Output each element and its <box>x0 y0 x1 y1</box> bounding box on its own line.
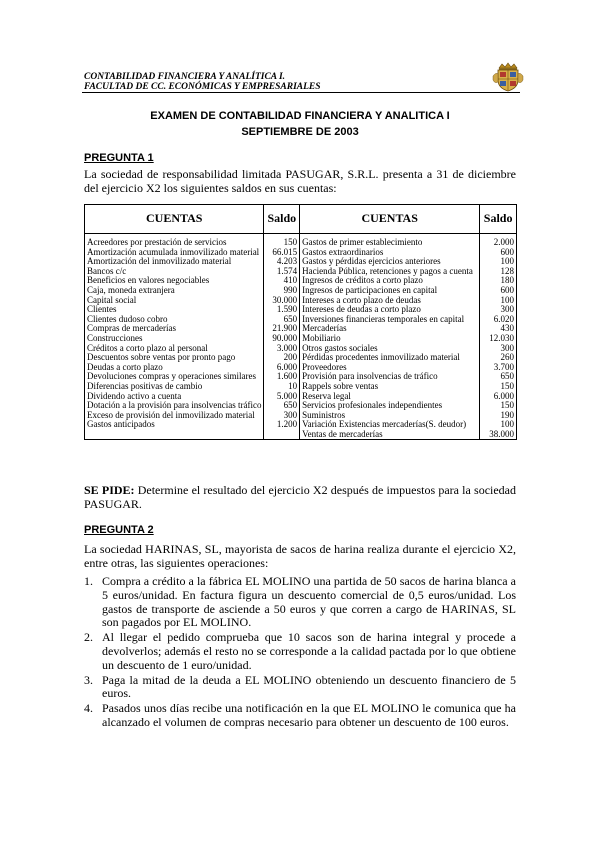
table-row <box>85 420 517 430</box>
question-1-task <box>84 483 516 511</box>
list-item-text: Paga la mitad de la deuda a EL MOLINO obteniendo un descuento financiero de 5 euros. <box>102 672 516 701</box>
account-balance: 6.020 <box>480 315 517 325</box>
account-balance: 190 <box>480 411 517 421</box>
table-row <box>85 430 517 440</box>
account-name: Proveedores <box>300 363 480 373</box>
column-header-cuentas: CUENTAS <box>85 205 264 234</box>
account-balance: 410 <box>264 276 300 286</box>
account-balance: 650 <box>264 401 300 411</box>
account-name: Rappels sobre ventas <box>300 382 480 392</box>
accounts-table-body <box>85 234 517 440</box>
account-balance: 260 <box>480 353 517 363</box>
account-name: Mobiliario <box>300 334 480 344</box>
account-name: Ingresos de créditos a corto plazo <box>300 276 480 286</box>
account-name <box>85 430 264 440</box>
question-2-intro: La sociedad HARINAS, SL, mayorista de sacos de harina realiza durante el ejercicio X2, entre otras, las siguientes operaciones: <box>84 542 516 570</box>
operations-list <box>84 575 516 731</box>
account-balance: 10 <box>264 382 300 392</box>
account-balance: 300 <box>480 344 517 354</box>
account-name: Gastos de primer establecimiento <box>300 234 480 248</box>
list-item-text: Compra a crédito a la fábrica EL MOLINO una partida de 50 sacos de harina blanca a 5 euros/unidad. En factura figura un descuento comercial de 0,5 euros/unidad. Los gastos de transporte de asciende a 50 euros y que corren a cargo de HARINAS, SL son pagados por EL MOLINO. <box>102 574 516 630</box>
account-name: Reserva legal <box>300 392 480 402</box>
accounts-table-header <box>85 205 517 234</box>
account-name: Intereses a corto plazo de deudas <box>300 296 480 306</box>
account-balance: 4.203 <box>264 257 300 267</box>
account-balance: 150 <box>480 401 517 411</box>
account-name: Variación Existencias mercaderías(S. deudor) <box>300 420 480 430</box>
account-balance: 300 <box>480 305 517 315</box>
account-name: Suministros <box>300 411 480 421</box>
header-rule <box>82 92 520 93</box>
account-balance: 100 <box>480 420 517 430</box>
account-name: Amortización del inmovilizado material <box>85 257 264 267</box>
question-1-intro: La sociedad de responsabilidad limitada PASUGAR, S.R.L. presenta a 31 de diciembre del ejercicio X2 los siguientes saldos en sus cuentas: <box>84 167 516 195</box>
account-name: Deudas a corto plazo <box>85 363 264 373</box>
account-balance: 100 <box>480 296 517 306</box>
question-1-heading: PREGUNTA 1 <box>84 152 154 164</box>
list-item-text: Al llegar el pedido comprueba que 10 sacos son de harina integral y procede a devolverlos; además el resto no se corresponde a la calidad pactada por lo que obtiene un descuento de 1 euro/unidad. <box>102 630 516 672</box>
account-balance: 6.000 <box>264 363 300 373</box>
account-name: Inversiones financieras temporales en capital <box>300 315 480 325</box>
column-header-cuentas: CUENTAS <box>300 205 480 234</box>
account-balance: 100 <box>480 257 517 267</box>
account-name: Ventas de mercaderías <box>300 430 480 440</box>
account-balance: 38.000 <box>480 430 517 440</box>
list-item-number: 4. <box>84 701 93 716</box>
account-balance: 150 <box>480 382 517 392</box>
account-name: Créditos a corto plazo al personal <box>85 344 264 354</box>
account-name: Provisión para insolvencias de tráfico <box>300 372 480 382</box>
account-name: Mercaderías <box>300 324 480 334</box>
account-name: Clientes dudoso cobro <box>85 315 264 325</box>
list-item-number: 3. <box>84 672 93 687</box>
account-name: Servicios profesionales independientes <box>300 401 480 411</box>
account-name: Compras de mercaderías <box>85 324 264 334</box>
account-name: Exceso de provisión del inmovilizado material <box>85 411 264 421</box>
account-balance: 990 <box>264 286 300 296</box>
account-balance: 21.900 <box>264 324 300 334</box>
account-name: Caja, moneda extranjera <box>85 286 264 296</box>
account-balance: 1.600 <box>264 372 300 382</box>
se-pide-label: SE PIDE: <box>84 483 135 497</box>
account-name: Construcciones <box>85 334 264 344</box>
account-balance: 2.000 <box>480 234 517 248</box>
account-name: Diferencias positivas de cambio <box>85 382 264 392</box>
account-balance: 180 <box>480 276 517 286</box>
account-name: Hacienda Pública, retenciones y pagos a cuenta <box>300 267 480 277</box>
account-balance: 6.000 <box>480 392 517 402</box>
question-2-heading: PREGUNTA 2 <box>84 524 154 536</box>
account-name: Gastos y pérdidas ejercicios anteriores <box>300 257 480 267</box>
list-item-number: 1. <box>84 574 93 588</box>
table-row <box>85 286 517 296</box>
account-balance: 1.590 <box>264 305 300 315</box>
account-name: Gastos anticipados <box>85 420 264 430</box>
list-item-number: 2. <box>84 630 93 645</box>
account-balance: 1.574 <box>264 267 300 277</box>
exam-date: SEPTIEMBRE DE 2003 <box>241 126 359 138</box>
table-row <box>85 296 517 306</box>
column-header-saldo: Saldo <box>480 205 517 234</box>
account-balance: 30.000 <box>264 296 300 306</box>
account-name: Acreedores por prestación de servicios <box>85 234 264 248</box>
se-pide-text: Determine el resultado del ejercicio X2 después de impuestos para la sociedad PASUGAR. <box>84 483 517 511</box>
account-balance: 600 <box>480 286 517 296</box>
table-row <box>85 324 517 334</box>
account-balance: 90.000 <box>264 334 300 344</box>
account-balance: 3.700 <box>480 363 517 373</box>
account-name: Amortización acumulada inmovilizado material <box>85 248 264 258</box>
accounts-table <box>84 204 517 440</box>
account-name: Bancos c/c <box>85 267 264 277</box>
list-item <box>84 575 516 630</box>
account-name: Intereses de deudas a corto plazo <box>300 305 480 315</box>
account-balance: 650 <box>480 372 517 382</box>
account-name: Descuentos sobre ventas por pronto pago <box>85 353 264 363</box>
account-balance: 200 <box>264 353 300 363</box>
header-subject: CONTABILIDAD FINANCIERA Y ANALÍTICA I. <box>84 72 286 82</box>
column-header-saldo: Saldo <box>264 205 300 234</box>
account-name: Pérdidas procedentes inmovilizado material <box>300 353 480 363</box>
account-balance: 650 <box>264 315 300 325</box>
list-item <box>84 674 516 702</box>
account-balance: 150 <box>264 234 300 248</box>
account-balance: 12.030 <box>480 334 517 344</box>
account-balance: 128 <box>480 267 517 277</box>
account-balance: 1.200 <box>264 420 300 430</box>
account-name: Ingresos de participaciones en capital <box>300 286 480 296</box>
account-balance: 3.000 <box>264 344 300 354</box>
account-balance: 430 <box>480 324 517 334</box>
account-name: Beneficios en valores negociables <box>85 276 264 286</box>
account-balance: 600 <box>480 248 517 258</box>
university-crest-icon <box>492 62 524 92</box>
account-balance: 66.015 <box>264 248 300 258</box>
account-name: Dotación a la provisión para insolvencias tráfico <box>85 401 264 411</box>
list-item <box>84 702 516 730</box>
account-name: Clientes <box>85 305 264 315</box>
document-header <box>84 72 524 92</box>
header-faculty: FACULTAD DE CC. ECONÓMICAS Y EMPRESARIALES <box>84 82 321 92</box>
list-item <box>84 631 516 672</box>
account-balance <box>264 430 300 440</box>
account-name: Devoluciones compras y operaciones similares <box>85 372 264 382</box>
account-name: Gastos extraordinarios <box>300 248 480 258</box>
account-name: Otros gastos sociales <box>300 344 480 354</box>
account-name: Dividendo activo a cuenta <box>85 392 264 402</box>
list-item-text: Pasados unos días recibe una notificación en la que EL MOLINO le comunica que ha alcanzado el volumen de compras necesario para obtener un descuento de 100 euros. <box>102 701 516 729</box>
exam-title: EXAMEN DE CONTABILIDAD FINANCIERA Y ANALITICA I <box>150 110 450 122</box>
account-balance: 5.000 <box>264 392 300 402</box>
account-name: Capital social <box>85 296 264 306</box>
account-balance: 300 <box>264 411 300 421</box>
table-row <box>85 234 517 248</box>
